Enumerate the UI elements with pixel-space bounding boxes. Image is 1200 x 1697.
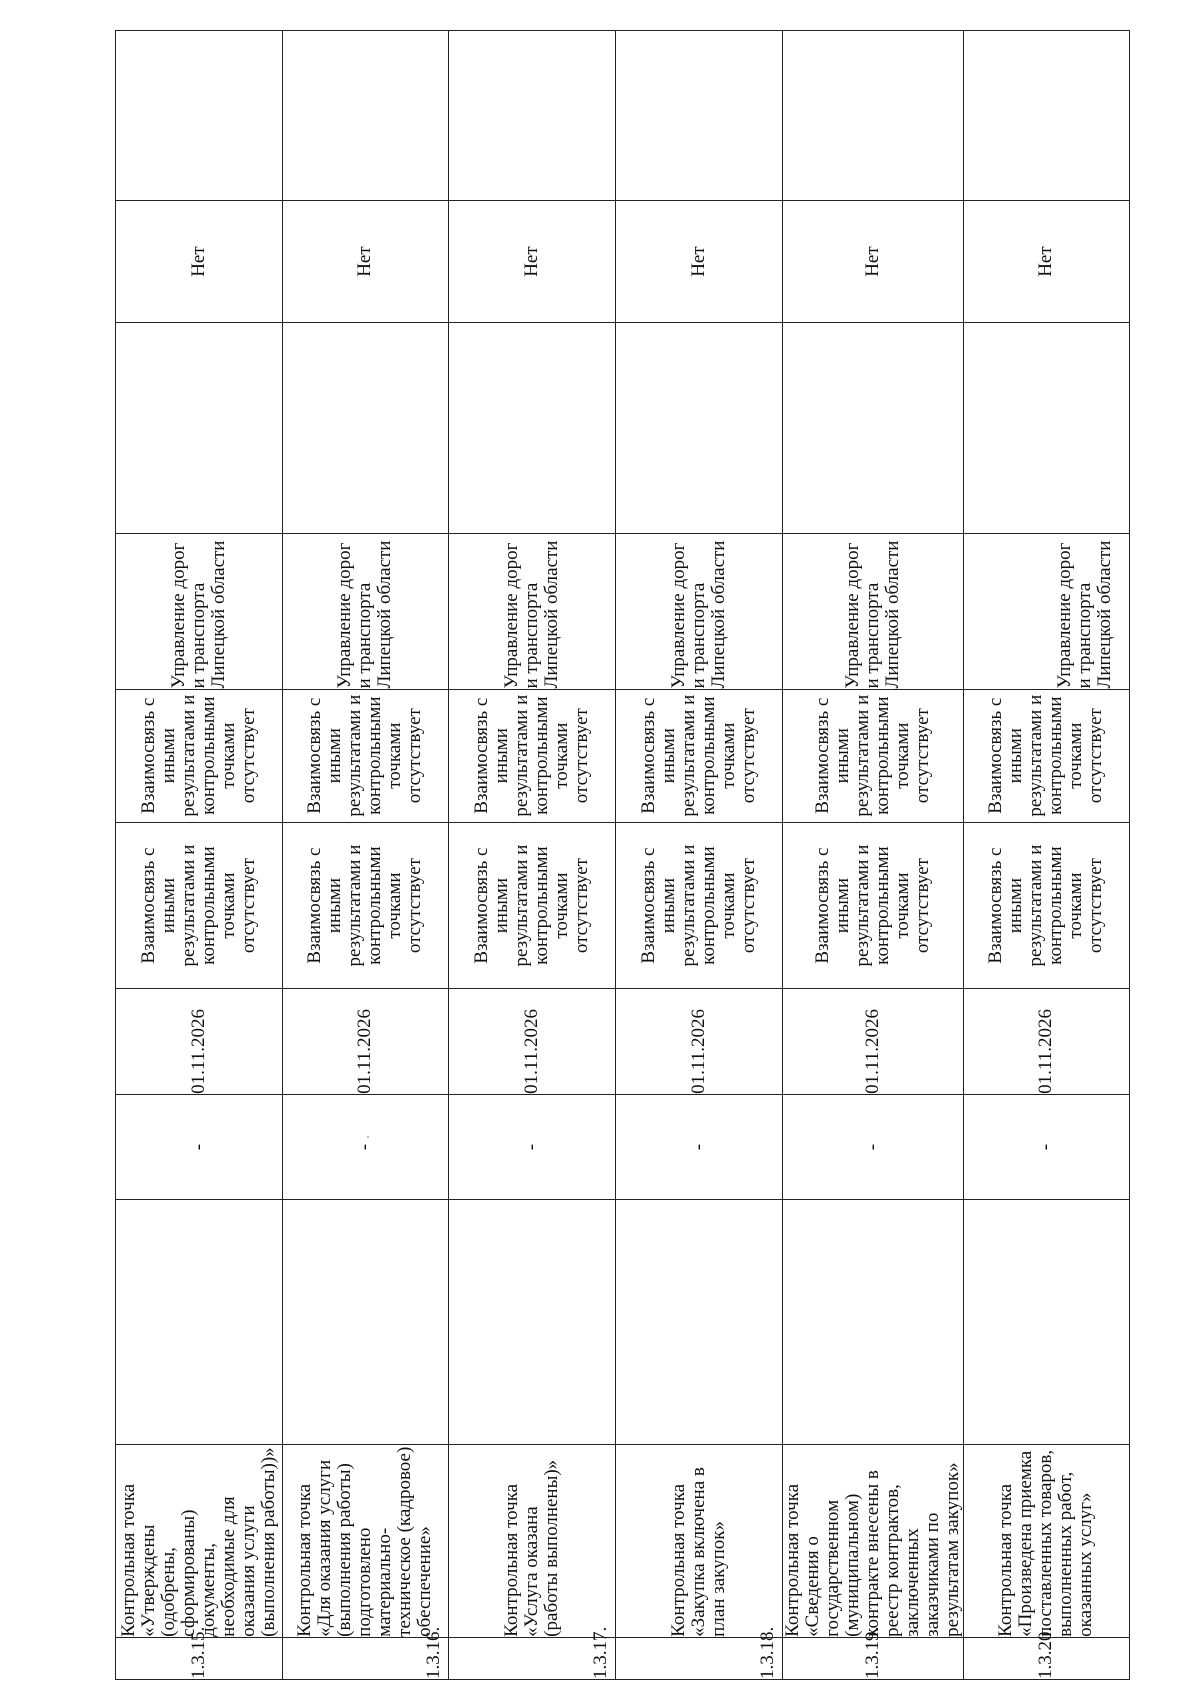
control-points-table bbox=[115, 30, 1130, 1680]
relation-text-alt: Взаимосвязь с иными результатами и контрольными точками отсутствует bbox=[282, 689, 449, 822]
relation-text-alt: Взаимосвязь с иными результатами и контрольными точками отсутствует bbox=[782, 689, 963, 822]
deadline-date: 01.11.2026 bbox=[782, 989, 963, 1094]
table-row bbox=[116, 31, 283, 1680]
empty-cell bbox=[782, 323, 963, 534]
table-row bbox=[963, 31, 1130, 1680]
empty-cell bbox=[449, 31, 616, 201]
relation-text: Взаимосвязь с иными результатами и контрольными точками отсутствует bbox=[615, 822, 782, 989]
base-value-dash: - bbox=[963, 1094, 1130, 1199]
empty-cell bbox=[615, 323, 782, 534]
table-row bbox=[615, 31, 782, 1680]
responsible-executor: Управление дорог и транспорта Липецкой области bbox=[782, 534, 963, 689]
empty-cell bbox=[963, 1200, 1130, 1444]
relation-text: Взаимосвязь с иными результатами и контрольными точками отсутствует bbox=[963, 822, 1130, 989]
answer-no: Нет bbox=[963, 200, 1130, 322]
control-point-name: Контрольная точка «Сведения о государственном (муниципальном) контракте внесены в реестр контрактов, заключенных заказчиками по результатам закупок» bbox=[782, 1444, 963, 1637]
deadline-date: 01.11.2026 bbox=[615, 989, 782, 1094]
answer-no: Нет bbox=[116, 200, 283, 322]
relation-text: Взаимосвязь с иными результатами и контрольными точками отсутствует bbox=[782, 822, 963, 989]
control-point-name: Контрольная точка «Утверждены (одобрены, сформированы) документы, необходимые для оказания услуги (выполнения работы))» bbox=[116, 1444, 283, 1637]
base-value-dash: - bbox=[615, 1094, 782, 1199]
empty-cell bbox=[449, 1200, 616, 1444]
deadline-date: 01.11.2026 bbox=[449, 989, 616, 1094]
empty-cell bbox=[615, 31, 782, 201]
answer-no: Нет bbox=[782, 200, 963, 322]
deadline-date: 01.11.2026 bbox=[282, 989, 449, 1094]
row-number: 1.3.18. bbox=[615, 1637, 782, 1679]
relation-text: Взаимосвязь с иными результатами и контрольными точками отсутствует bbox=[282, 822, 449, 989]
table-row bbox=[782, 31, 963, 1680]
row-number: 1.3.19. bbox=[782, 1637, 963, 1679]
empty-cell bbox=[782, 1200, 963, 1444]
empty-cell bbox=[116, 1200, 283, 1444]
table-row bbox=[449, 31, 616, 1680]
responsible-executor: Управление дорог и транспорта Липецкой области bbox=[116, 534, 283, 689]
answer-no: Нет bbox=[449, 200, 616, 322]
empty-cell bbox=[282, 31, 449, 201]
empty-cell bbox=[615, 1200, 782, 1444]
control-point-name: Контрольная точка «Произведена приемка поставленных товаров, выполненных работ, оказанных услуг» bbox=[963, 1444, 1130, 1637]
empty-cell bbox=[963, 323, 1130, 534]
answer-no: Нет bbox=[282, 200, 449, 322]
empty-cell bbox=[282, 323, 449, 534]
responsible-executor: Управление дорог и транспорта Липецкой области bbox=[963, 534, 1130, 689]
control-point-name: Контрольная точка «Для оказания услуги (выполнения работы) подготовлено материально-техническое (кадровое) обеспечение» bbox=[282, 1444, 449, 1637]
deadline-date: 01.11.2026 bbox=[963, 989, 1130, 1094]
responsible-executor: Управление дорог и транспорта Липецкой области bbox=[282, 534, 449, 689]
row-number: 1.3.17. bbox=[449, 1637, 616, 1679]
base-value-dash: - bbox=[282, 1094, 449, 1199]
relation-text-alt: Взаимосвязь с иными результатами и контрольными точками отсутствует bbox=[963, 689, 1130, 822]
table-row bbox=[282, 31, 449, 1680]
control-point-name: Контрольная точка «Услуга оказана (работы выполнены)» bbox=[449, 1444, 616, 1637]
answer-no: Нет bbox=[615, 200, 782, 322]
empty-cell bbox=[116, 31, 283, 201]
empty-cell bbox=[963, 31, 1130, 201]
row-number: 1.3.16. bbox=[282, 1637, 449, 1679]
relation-text-alt: Взаимосвязь с иными результатами и контрольными точками отсутствует bbox=[615, 689, 782, 822]
empty-cell bbox=[282, 1200, 449, 1444]
relation-text-alt: Взаимосвязь с иными результатами и контрольными точками отсутствует bbox=[449, 689, 616, 822]
scan-speck bbox=[367, 1136, 369, 1138]
relation-text-alt: Взаимосвязь с иными результатами и контрольными точками отсутствует bbox=[116, 689, 283, 822]
empty-cell bbox=[782, 31, 963, 201]
empty-cell bbox=[116, 323, 283, 534]
responsible-executor: Управление дорог и транспорта Липецкой области bbox=[449, 534, 616, 689]
control-point-name: Контрольная точка «Закупка включена в план закупок» bbox=[615, 1444, 782, 1637]
rotated-page bbox=[115, 30, 1115, 1680]
base-value-dash: - bbox=[116, 1094, 283, 1199]
row-number: 1.3.15. bbox=[116, 1637, 283, 1679]
base-value-dash: - bbox=[449, 1094, 616, 1199]
deadline-date: 01.11.2026 bbox=[116, 989, 283, 1094]
responsible-executor: Управление дорог и транспорта Липецкой области bbox=[615, 534, 782, 689]
empty-cell bbox=[449, 323, 616, 534]
relation-text: Взаимосвязь с иными результатами и контрольными точками отсутствует bbox=[116, 822, 283, 989]
row-number: 1.3.20. bbox=[963, 1637, 1130, 1679]
relation-text: Взаимосвязь с иными результатами и контрольными точками отсутствует bbox=[449, 822, 616, 989]
base-value-dash: - bbox=[782, 1094, 963, 1199]
